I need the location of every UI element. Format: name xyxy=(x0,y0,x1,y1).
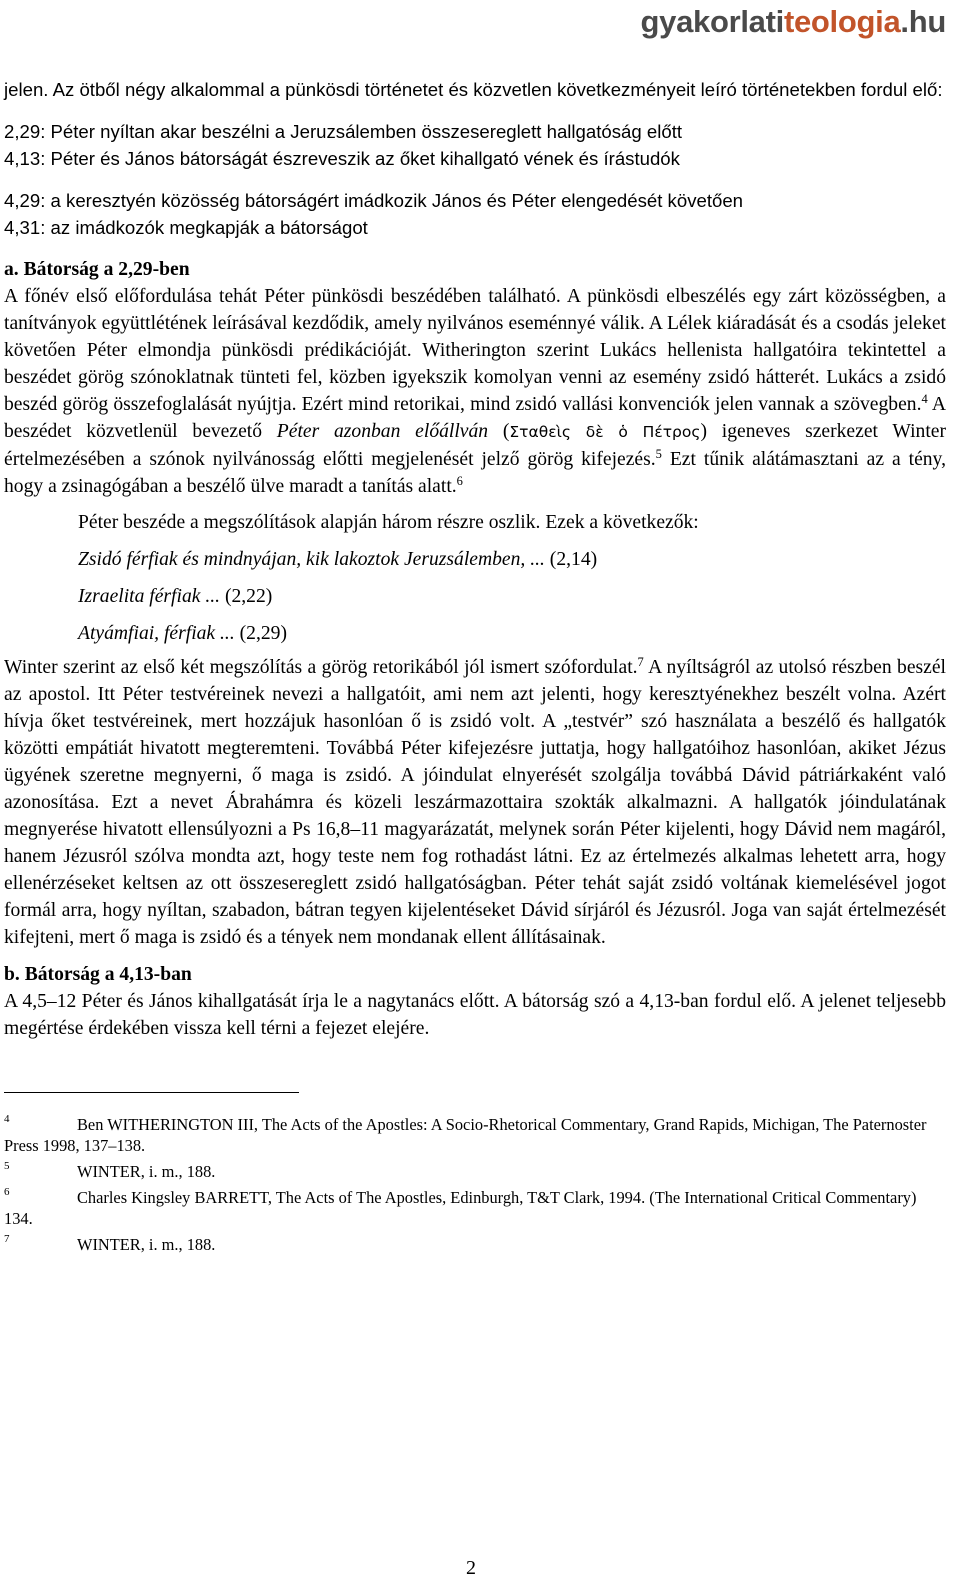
quoted-phrase: Péter azonban előállván xyxy=(276,421,489,442)
greek-phrase: Σταθεὶς δὲ ὁ Πέτρος xyxy=(509,423,701,441)
address-item: Zsidó férfiak és mindnyájan, kik lakoztok Jeruzsálemben, ... (2,14) xyxy=(78,549,598,570)
footnote-divider xyxy=(4,1092,299,1093)
footnote-ref-5[interactable]: 5 xyxy=(655,447,662,461)
footnote-ref-6[interactable]: 6 xyxy=(456,474,463,488)
footnote-ref-4[interactable]: 4 xyxy=(921,392,928,406)
ref-line: 4,13: Péter és János bátorságát észreveszik az őket kihallgató vének és írástudók xyxy=(4,148,680,169)
intro-text: jelen. Az ötből négy alkalommal a pünkösdi történetet és közvetlen következményeit leíró történetekben fordul elő: xyxy=(4,79,943,100)
address-item: Atyámfiai, férfiak ... (2,29) xyxy=(78,623,287,644)
address-item: Izraelita férfiak ... (2,22) xyxy=(78,586,273,607)
section-a-paragraph-2: Winter szerint az első két megszólítás a görög retorikából jól ismert szófordulat.$^7$ A nyíltságról az utolsó részben beszél az apostol. Itt Péter testvéreinek nevezi a hallgatóit, ami nem azt jelenti, hogy keresztyénekhez beszélt volna. Azért hívja őket testvéreinek, mert hozzájuk hasonlóan ő is zsidó volt. A „testvér” szó használata a beszélő és hallgatók közötti empátiát hivatott megteremteni. Továbbá Péter kifejezésre juttatja, hogy hallgatóihoz hasonlóan, akiket Jézus ügyének szeretne megnyerni, ő maga is zsidó. A jóindulat elnyerését szolgálja továbbá Dávid pátriárkaként való azonosítása. Ezt a nevet Ábrahámra és közeli leszármazottaira szokták alkalmazni. A hallgatók jóindulatának megnyerése hivatott ellensúlyozni a Ps 16,8–11 magyarázatát, melynek során Péter kijelenti, hogy Dávid nem magáról, hanem Jézusról szólva mondta azt, hogy teste nem fog rothadást látni. Ez az értelmezés alkalmas lehetett arra, hogy ellenérzéseket keltsen az ott összesereglett zsidó hallgatóságban. Péter tehát saját zsidó voltának kiemelésével jogot formál arra, hogy nyíltan, szabadon, bátran tegyen kijelentéseket Dávid sírjáról és Jézusról. Joga van saját értelmezését kifejteni, mert ő maga is zsidó és a tények nem mondanak ellent állításainak. xyxy=(4,655,946,948)
site-logo xyxy=(641,4,947,40)
section-b-paragraph-1: A 4,5–12 Péter és János kihallgatását írja le a nagytanács előtt. A bátorság szó a 4,13-ban fordul elő. A jelenet teljesebb megértése érdekében vissza kell térni a fejezet elejére. xyxy=(4,991,946,1039)
ref-line: 2,29: Péter nyíltan akar beszélni a Jeruzsálemben összesereglett hallgatóság előtt xyxy=(4,121,683,142)
footnote: 4 Ben WITHERINGTON III, The Acts of the Apostles: A Socio-Rhetorical Commentary, Grand Rapids, Michigan, The Paternoster Press 1998, 137–138. xyxy=(4,1113,927,1155)
logo-part-1: gyakorlati xyxy=(640,4,784,39)
footnotes xyxy=(4,1109,946,1255)
section-b-heading: b. Bátorság a 4,13-ban xyxy=(4,964,192,985)
section-a-heading: a. Bátorság a 2,29-ben xyxy=(4,259,190,280)
footnote: 7 WINTER, i. m., 188. xyxy=(4,1233,216,1254)
logo-part-2: teologia xyxy=(783,4,901,39)
logo-part-3: .hu xyxy=(900,4,946,39)
footnote-ref-7[interactable]: 7 xyxy=(637,655,644,669)
section-a-paragraph-1: A főnév első előfordulása tehát Péter pünkösdi beszédében található. A pünkösdi elbeszélés egy zárt közösségben, a tanítványok együttlétének leírásával kezdődik, amely nyilvános eseménnyé válik. A Lélek kiáradását és a csodás jeleket követően Péter elmondja pünkösdi prédikációját. Witherington szerint Lukács hellenista hallgatóira tekintettel a beszédet görög szónoklatnak tünteti fel, közben igyekszik komolyan venni az esemény zsidó hátterét. Lukács a zsidó beszéd görög összefoglalását nyújtja. Ezért mind retorikai, mind zsidó vallási konvenciók jelen vannak a szövegben.$^4$ A beszédet közvetlenül bevezető Péter azonban előállván (Σταθεὶς δὲ ὁ Πέτρος) igeneves szerkezet Winter értelmezésében a szónok nyilvánosság előtti megjelenését jelző görög kifejezés.$^5$ Ezt tűnik alátámasztani az a tény, hogy a zsinagógában a beszélő ülve maradt a tanítás alatt.$^6$ xyxy=(4,286,946,497)
page-number: 2 xyxy=(466,1557,476,1579)
footnote: 6 Charles Kingsley BARRETT, The Acts of The Apostles, Edinburgh, T&T Clark, 1994. (The International Critical Commentary) 134. xyxy=(4,1186,917,1228)
speech-addresses xyxy=(4,506,946,650)
footnote: 5 WINTER, i. m., 188. xyxy=(4,1160,216,1181)
page-body xyxy=(4,76,946,1255)
ref-line: 4,31: az imádkozók megkapják a bátorságot xyxy=(4,217,368,238)
ref-line: 4,29: a keresztyén közösség bátorságért imádkozik János és Péter elengedését követően xyxy=(4,190,744,211)
speech-intro: Péter beszéde a megszólítások alapján három részre oszlik. Ezek a következők: xyxy=(78,512,699,533)
